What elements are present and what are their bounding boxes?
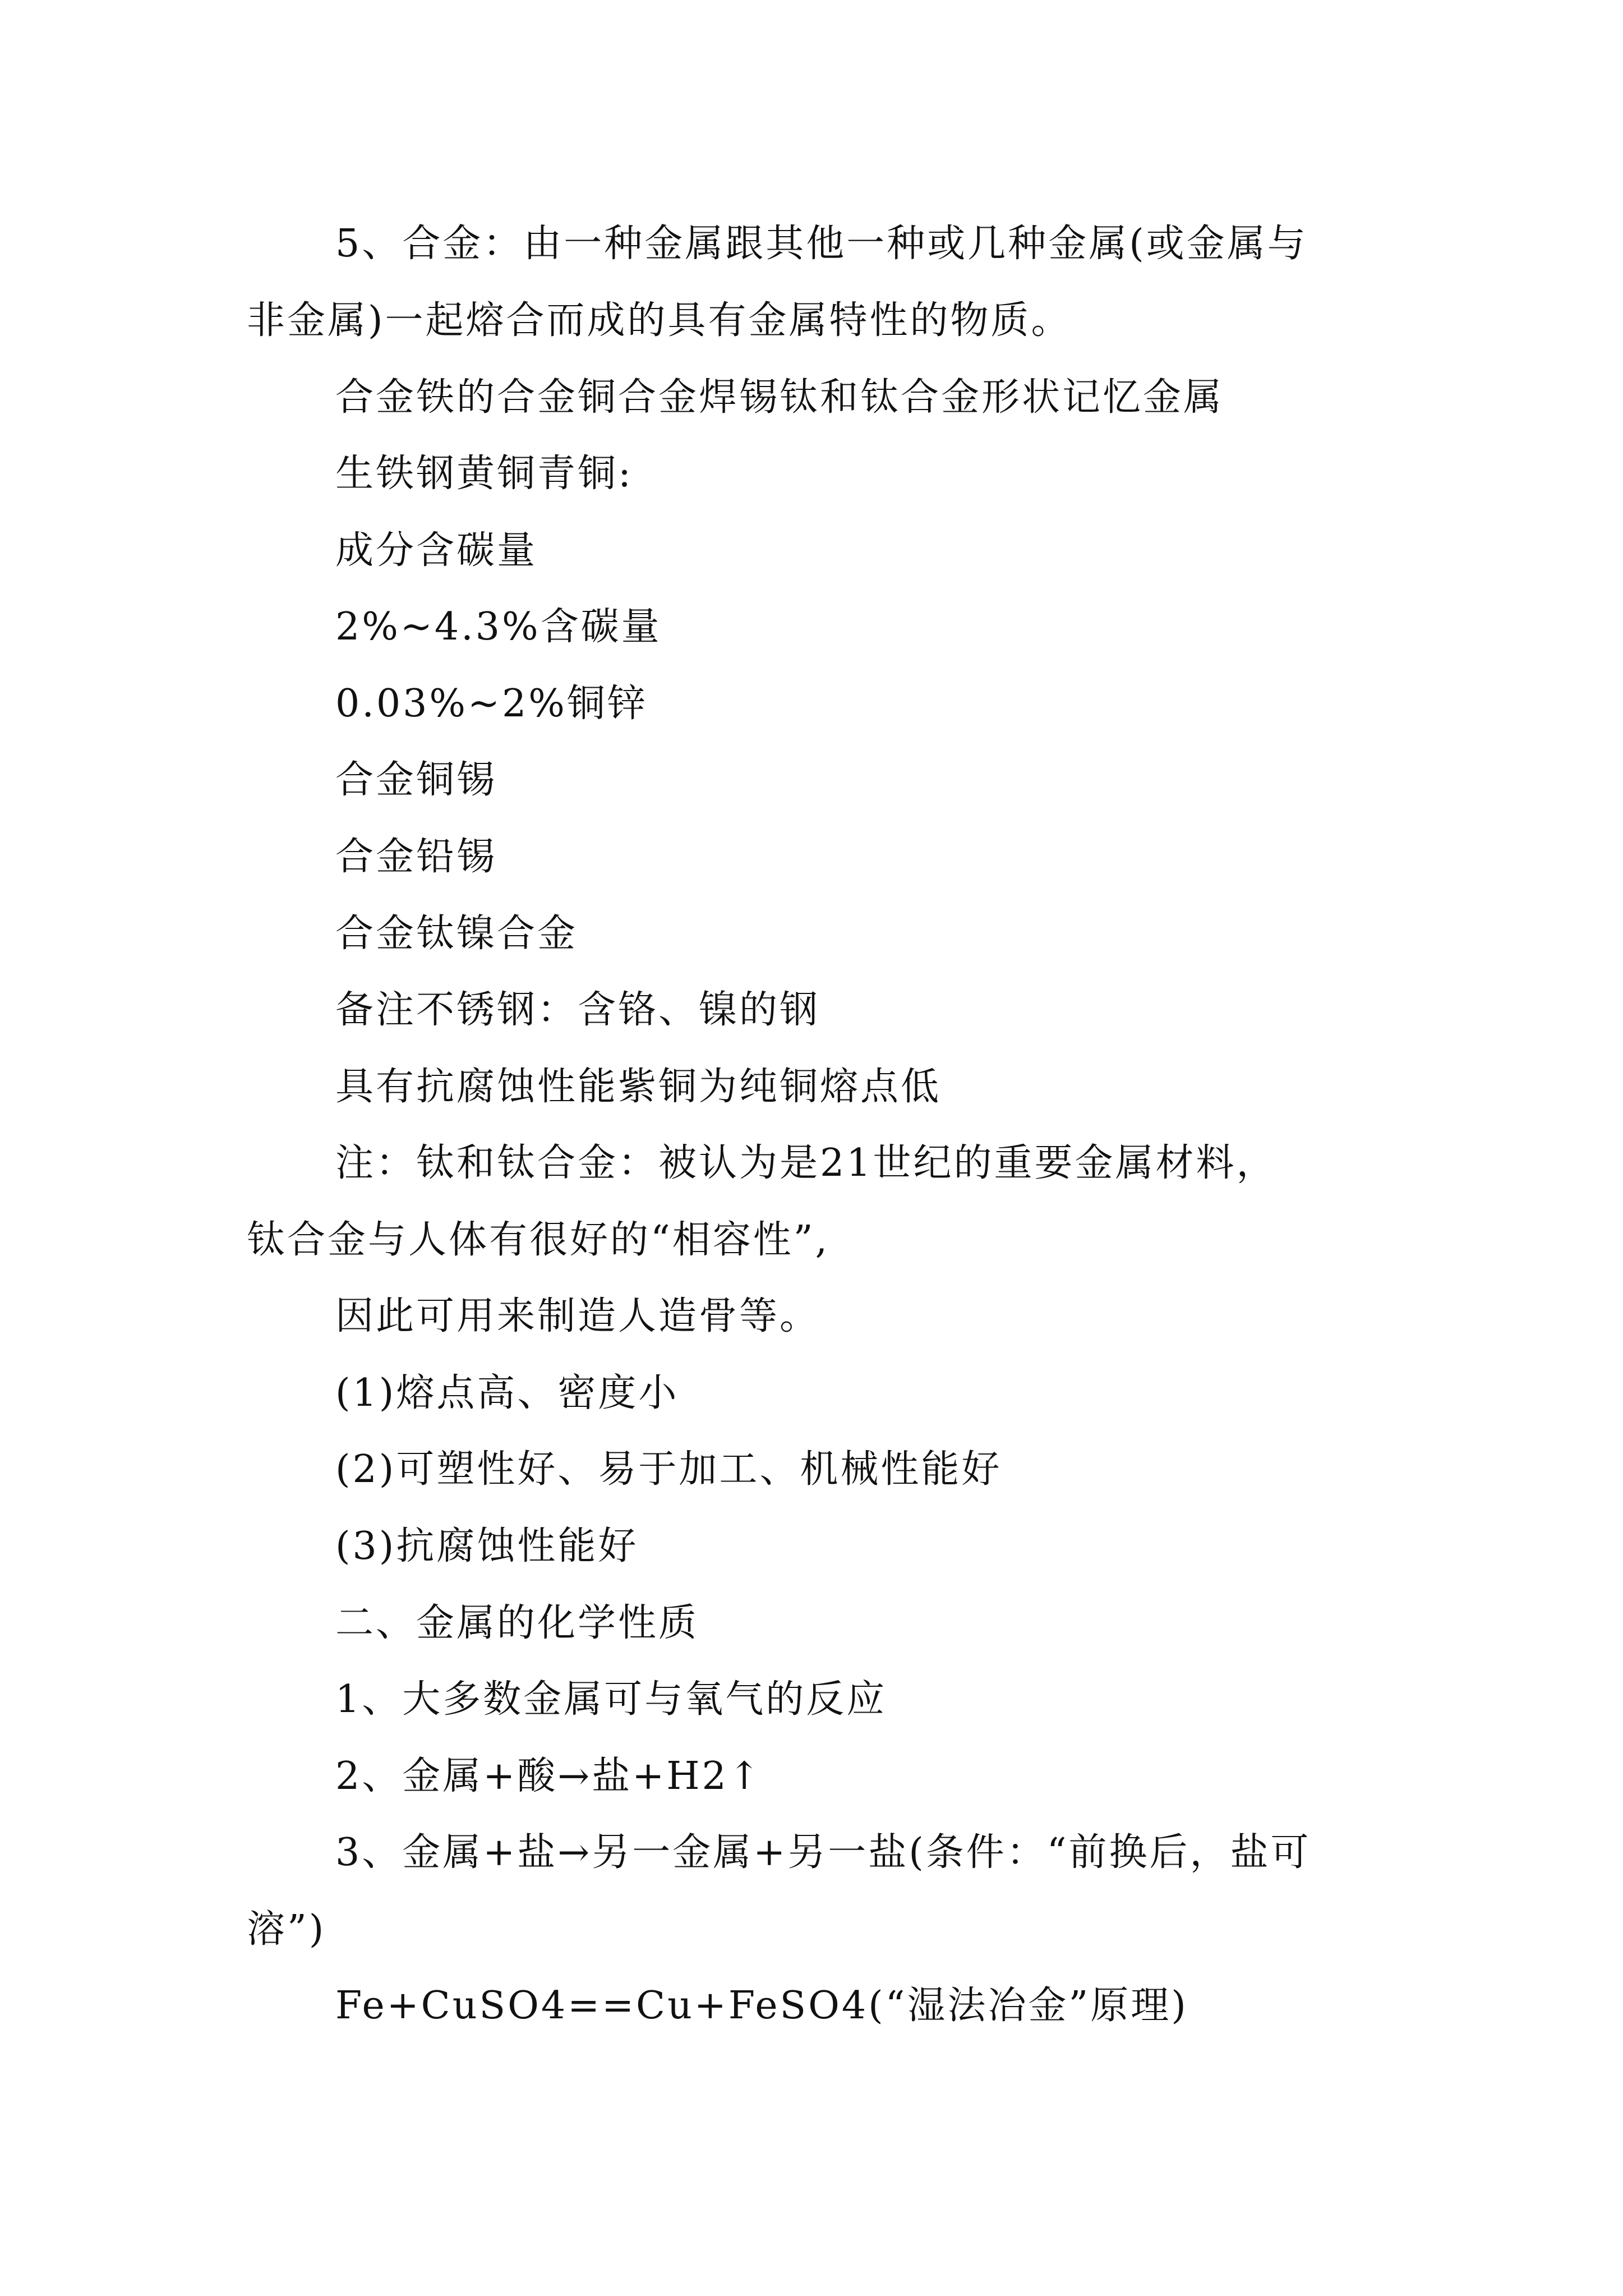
bronze-composition-line: 合金铜锡 [335,758,497,802]
stainless-steel-note-line: 备注不锈钢：含铬、镍的钢 [335,988,820,1032]
artificial-bone-line: 因此可用来制造人造骨等。 [335,1294,820,1338]
corrosion-resistance-line: 具有抗腐蚀性能紫铜为纯铜熔点低 [335,1065,942,1109]
chemical-property-item-3-line-2: 溶”) [247,1907,326,1952]
titanium-nickel-line: 合金钛镍合金 [335,912,578,956]
titanium-note-line-1: 注：钛和钛合金：被认为是21世纪的重要金属材料， [335,1141,1277,1185]
property-item-2: (2)可塑性好、易于加工、机械性能好 [335,1447,1002,1492]
titanium-note-line-2: 钛合金与人体有很好的“相容性”, [247,1218,830,1262]
section-heading-chemical-properties: 二、金属的化学性质 [335,1601,699,1645]
composition-label-line: 成分含碳量 [335,528,538,573]
chemical-property-item-1: 1、大多数金属可与氧气的反应 [335,1677,887,1722]
alloy-definition-line-2: 非金属)一起熔合而成的具有金属特性的物质。 [247,298,1072,343]
steel-carbon-line: 0.03%~2%铜锌 [335,682,648,726]
chemical-property-item-3-line-1: 3、金属+盐→另一金属+另一盐(条件：“前换后，盐可 [335,1830,1311,1875]
iron-copper-alloys-line: 生铁钢黄铜青铜: [335,452,633,496]
property-item-3: (3)抗腐蚀性能好 [335,1524,639,1568]
alloy-types-line: 合金铁的合金铜合金焊锡钛和钛合金形状记忆金属 [335,375,1224,420]
chemical-property-item-2: 2、金属+酸→盐+H2↑ [335,1754,763,1798]
wet-metallurgy-equation-line: Fe+CuSO4==Cu+FeSO4(“湿法冶金”原理) [335,1984,1188,2028]
solder-composition-line: 合金铅锡 [335,835,497,879]
property-item-1: (1)熔点高、密度小 [335,1371,679,1415]
pig-iron-carbon-line: 2%~4.3%含碳量 [335,605,662,649]
alloy-definition-line-1: 5、合金：由一种金属跟其他一种或几种金属(或金属与 [335,222,1308,266]
